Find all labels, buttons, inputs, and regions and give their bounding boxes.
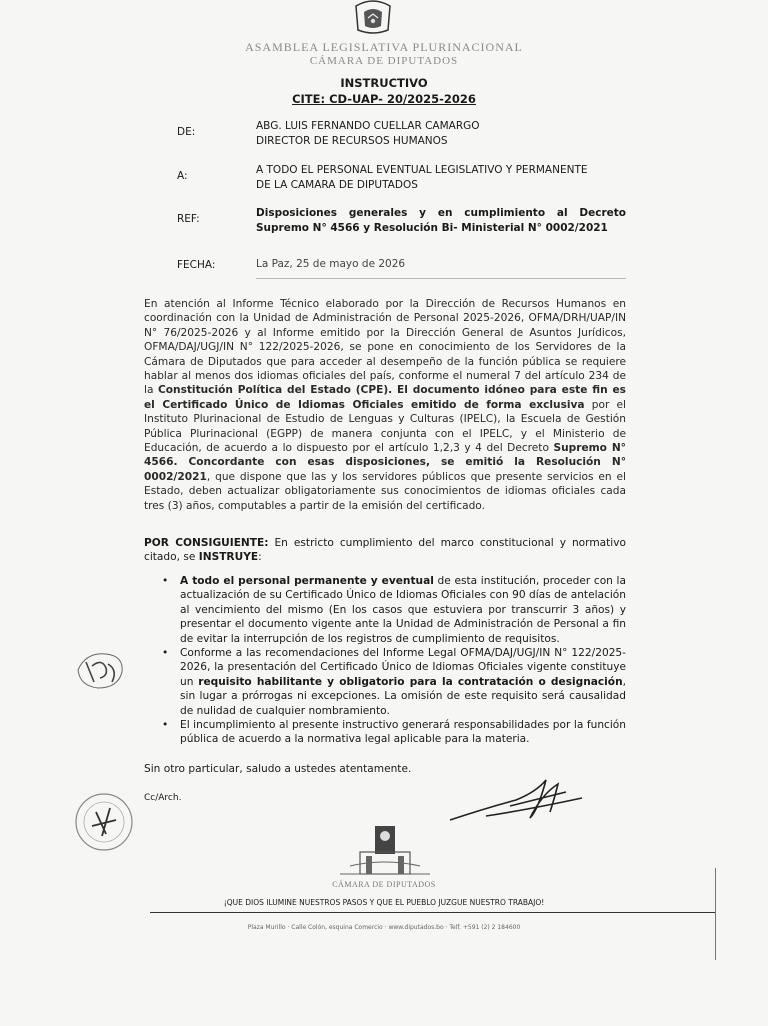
instruction-paragraph [144, 536, 626, 565]
signature-icon [446, 770, 586, 830]
cite-line [0, 92, 768, 106]
de-label: DE: [177, 126, 196, 138]
intro-text-a: En atención al Informe Técnico elaborado por la Dirección de Recursos Humanos en coordinación con la Unidad de Administración de Personal 2025-2026, OFMA/DRH/UAP/IN N° 76/2025-2026 y al Informe emitido por la Dirección General de Asuntos Jurídicos, OFMA/DAJ/UGJ/IN N° 122/2025-2026, se pone en conocimiento de los Servidores de la Cámara de Diputados que para acceder al desempeño de la función pública se requiere hablar al menos dos idiomas oficiales del país, conforme el numeral 7 del artículo 234 de la [144, 298, 626, 397]
footer-divider [150, 912, 715, 913]
instruction-text-d: : [258, 551, 262, 564]
list-item [158, 718, 626, 747]
document-type: INSTRUCTIVO [340, 76, 428, 90]
initials-mark-icon [72, 648, 132, 692]
instruye: INSTRUYE [198, 551, 259, 564]
de-name: ABG. LUIS FERNANDO CUELLAR CAMARGO [256, 120, 480, 132]
instruction-list [158, 574, 626, 747]
por-consiguiente: POR CONSIGUIENTE: [144, 537, 269, 549]
round-stamp-icon [72, 790, 136, 854]
b1-text: de esta institución, proceder con la actualización de su Certificado Único de Idiomas Oficiales con 90 días de antelación al vencimiento del mismo (En los casos que estuviera por transcurrir 3 años) y presentar el documento vigente ante la Unidad de Administración de Personal a fin de evitar la interrupción de los registros de cumplimiento de requisitos. [180, 575, 626, 645]
coat-of-arms-icon [348, 0, 398, 34]
b1-bold: A todo el personal permanente y eventual [180, 575, 434, 587]
intro-text-b: Constitución Política del Estado (CPE). El documento idóneo para este fin es el Certificado Único de Idiomas Oficiales emitido de forma exclusiva [144, 384, 626, 411]
fecha-label: FECHA: [177, 259, 216, 271]
a-value [256, 163, 588, 193]
institution-line2: CÁMARA DE DIPUTADOS [309, 55, 459, 67]
bullet-icon: • [162, 575, 169, 587]
closing-line: Sin otro particular, saludo a ustedes atentamente. [144, 763, 412, 775]
fecha-value: La Paz, 25 de mayo de 2026 [256, 258, 406, 270]
intro-text-e: , que dispone que las y los servidores públicos que presente servicios en el Estado, deben actualizar obligatoriamente sus conocimientos de idiomas oficiales cada tres (3) años, computables a partir de la emisión del certificado. [144, 470, 626, 512]
margin-line [715, 868, 716, 960]
a-line2: DE LA CAMARA DE DIPUTADOS [256, 179, 418, 191]
institution-line1: ASAMBLEA LEGISLATIVA PLURINACIONAL [245, 40, 523, 54]
b2-text-a: Conforme a las recomendaciones del Informe Legal OFMA/DAJ/UGJ/IN N° 122/2025-2026, la presentación del Certificado Único de Idiomas Oficiales vigente constituye un [180, 647, 626, 688]
footer-address: Plaza Murillo · Calle Colón, esquina Comercio · www.diputados.bo · Telf. +591 (2) 2 184600 [247, 924, 521, 931]
cc-arch: Cc/Arch. [144, 793, 182, 803]
instruction-text-b: En estricto cumplimiento del marco constitucional y normativo citado, se [144, 537, 626, 564]
b2-text-c: , sin lugar a prórrogas ni excepciones. La omisión de este requisito será causalidad de nulidad de cualquier nombramiento. [180, 675, 627, 717]
motto: ¡QUE DIOS ILUMINE NUESTROS PASOS Y QUE EL PUEBLO JUZGUE NUESTRO TRABAJO! [223, 898, 545, 907]
logo-caption: CÁMARA DE DIPUTADOS [332, 880, 436, 889]
de-title: DIRECTOR DE RECURSOS HUMANOS [256, 135, 448, 147]
ref-line1: Disposiciones generales y en cumplimiento al Decreto [256, 207, 626, 219]
b2-bold: requisito habilitante y obligatorio para la contratación o designación [198, 675, 623, 688]
ref-line2: Supremo N° 4566 y Resolución Bi- Ministerial N° 0002/2021 [256, 222, 608, 234]
cite-text: CITE: CD-UAP- 20/2025-2026 [292, 92, 476, 106]
intro-text-d: Supremo N° 4566. Concordante con esas disposiciones, se emitió la Resolución N° 0002/2021 [144, 442, 626, 483]
a-label: A: [177, 170, 188, 182]
bullet-icon: • [162, 719, 169, 732]
intro-paragraph [144, 297, 626, 513]
ref-label: REF: [177, 213, 200, 225]
divider [256, 278, 626, 279]
b3-text: El incumplimiento al presente instructivo generará responsabilidades por la función pública de acuerdo a la normativa legal aplicable para la materia. [180, 719, 626, 746]
list-item [158, 574, 626, 646]
ref-value [256, 206, 626, 236]
a-line1: A TODO EL PERSONAL EVENTUAL LEGISLATIVO Y PERMANENTE [256, 164, 588, 176]
de-value [256, 119, 480, 149]
bullet-icon: • [162, 647, 169, 660]
list-item [158, 646, 626, 718]
intro-text-c: por el Instituto Plurinacional de Estudio de Lenguas y Culturas (IPELC), la Escuela de Gestión Pública Plurinacional (EGPP) de manera conjunta con el IPELC, y el Ministerio de Educación, de acuerdo a lo dispuesto por el artículo 1,2,3 y 4 del Decreto [144, 398, 626, 455]
